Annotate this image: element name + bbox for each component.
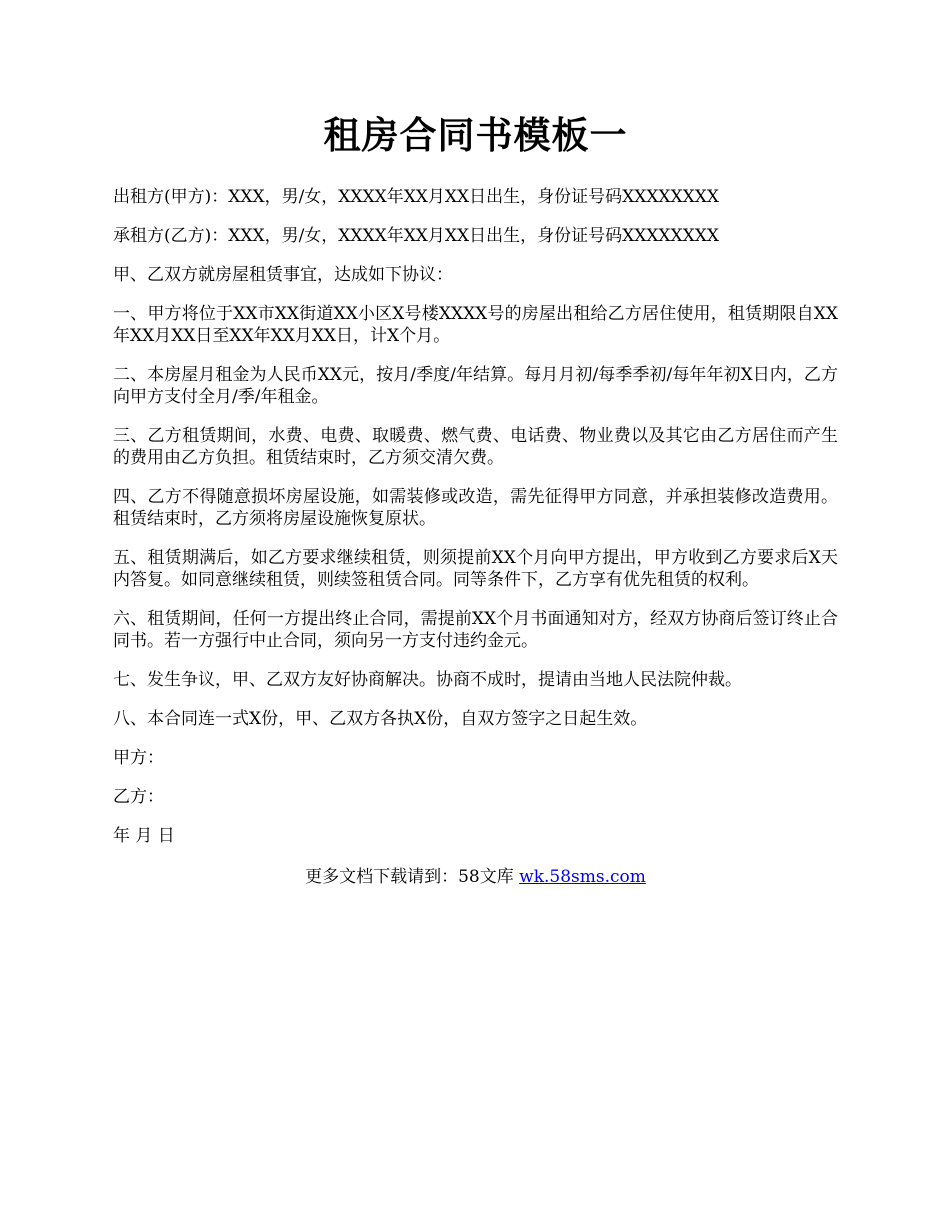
footer-text: 更多文档下载请到：58文库: [305, 867, 520, 887]
signature-party-a: 甲方：: [113, 748, 164, 768]
clause-3: 三、乙方租赁期间，水费、电费、取暖费、燃气费、电话费、物业费以及其它由乙方居住而产生的费用由乙方负担。租赁结束时，乙方须交清欠费。: [113, 426, 838, 468]
clause-2: 二、本房屋月租金为人民币XX元，按月/季度/年结算。每月月初/每季季初/每年年初X日内，乙方向甲方支付全月/季/年租金。: [113, 365, 838, 407]
paragraph-tenant: 承租方(乙方)：XXX，男/女，XXXX年XX月XX日出生，身份证号码XXXXXXXX: [113, 226, 719, 246]
clause-1: 一、甲方将位于XX市XX街道XX小区X号楼XXXX号的房屋出租给乙方居住使用，租赁期限自XX年XX月XX日至XX年XX月XX日，计X个月。: [113, 304, 838, 346]
footer-link[interactable]: wk.58sms.com: [519, 867, 646, 887]
clause-6: 六、租赁期间，任何一方提出终止合同，需提前XX个月书面通知对方，经双方协商后签订终止合同书。若一方强行中止合同，须向另一方支付违约金元。: [113, 609, 838, 651]
clause-7: 七、发生争议，甲、乙双方友好协商解决。协商不成时，提请由当地人民法院仲裁。: [113, 670, 742, 690]
document-title: 租房合同书模板一: [323, 113, 628, 157]
clause-4: 四、乙方不得随意损坏房屋设施，如需装修或改造，需先征得甲方同意，并承担装修改造费用。租赁结束时，乙方须将房屋设施恢复原状。: [113, 487, 838, 529]
paragraph-landlord: 出租方(甲方)：XXX，男/女，XXXX年XX月XX日出生，身份证号码XXXXXXXX: [113, 187, 719, 207]
paragraph-agreement-intro: 甲、乙双方就房屋租赁事宜，达成如下协议：: [113, 265, 453, 285]
signature-party-b: 乙方：: [113, 787, 164, 807]
signature-date: 年 月 日: [113, 826, 175, 846]
clause-5: 五、租赁期满后，如乙方要求继续租赁，则须提前XX个月向甲方提出，甲方收到乙方要求后X天内答复。如同意继续租赁，则续签租赁合同。同等条件下，乙方享有优先租赁的权利。: [113, 548, 838, 590]
download-footer: [113, 866, 838, 888]
clause-8: 八、本合同连一式X份，甲、乙双方各执X份，自双方签字之日起生效。: [113, 709, 648, 729]
